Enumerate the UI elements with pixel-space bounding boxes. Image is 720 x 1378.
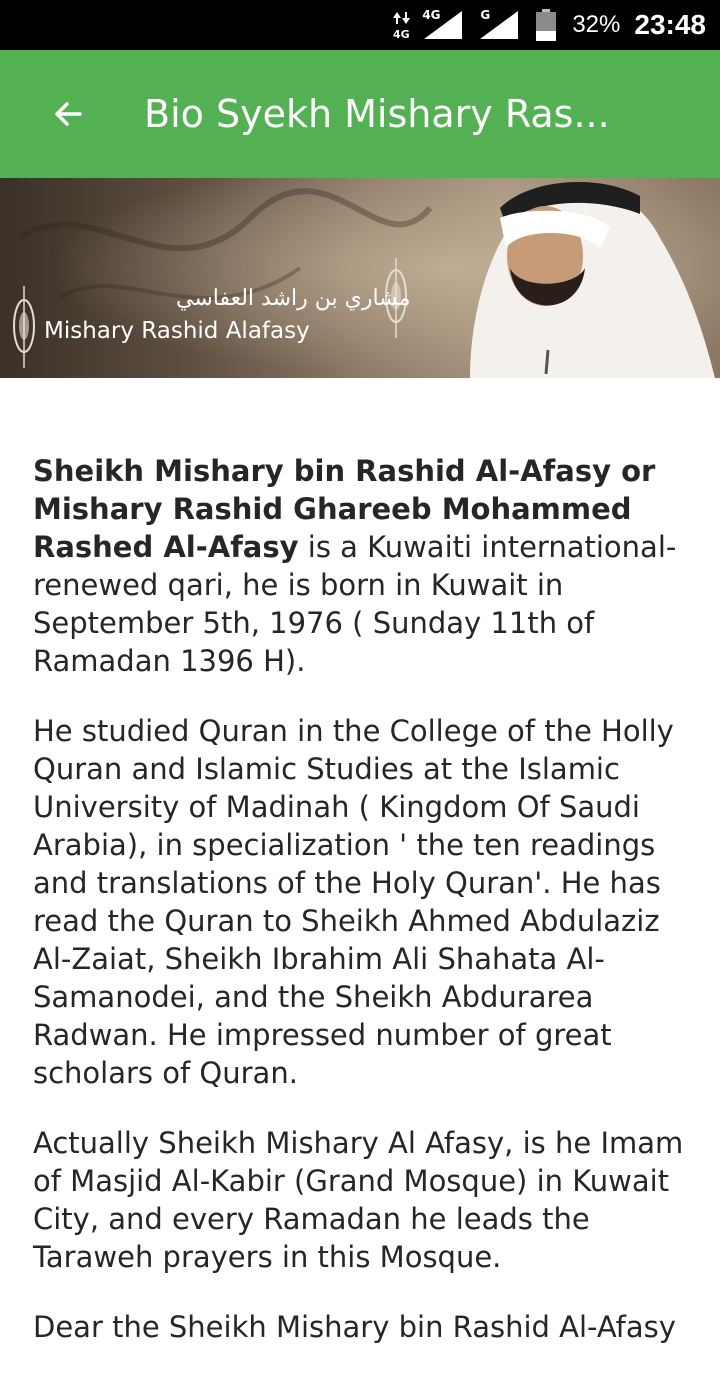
bio-paragraph-2: He studied Quran in the College of the Holly Quran and Islamic Studies at the Islamic University of Madinah ( Kingdom Of Saudi Arabia), in specialization ' the ten readings and translations of the Holy Quran'. He has read the Quran to Sheikh Ahmed Abdulaziz Al-Zaiat, Sheikh Ibrahim Ali Shahata Al-Samanodei, and the Sheikh Abdurarea Radwan. He impressed number of great scholars of Quran. — [33, 714, 674, 1090]
banner-arabic-name: مشاري بن راشد العفاسي — [176, 286, 411, 311]
signal-g-icon — [478, 8, 518, 39]
signal-g-label: G — [480, 8, 491, 22]
arrow-back-icon — [52, 98, 84, 130]
header-banner-image — [0, 178, 720, 378]
signal-4g-label: 4G — [422, 8, 441, 22]
back-button[interactable] — [28, 74, 108, 154]
bio-article — [33, 452, 693, 1378]
bio-paragraph-1-text: is a Kuwaiti international-renewed qari, he is born in Kuwait in September 5th, 1976 ( Sunday 11th of Ramadan 1396 H). — [33, 530, 677, 678]
bio-paragraph-1 — [33, 452, 693, 680]
battery-icon — [536, 9, 556, 41]
app-bar — [0, 50, 720, 178]
bio-paragraph-3: Actually Sheikh Mishary Al Afasy, is he Imam of Masjid Al-Kabir (Grand Mosque) in Kuwait City, and every Ramadan he leads the Taraweh prayers in this Mosque. — [33, 1126, 684, 1274]
status-bar — [0, 0, 720, 50]
data-network-label: 4G — [393, 28, 411, 41]
banner-artwork — [0, 178, 720, 378]
banner-english-name: Mishary Rashid Alafasy — [44, 318, 310, 344]
page-title: Bio Syekh Mishary Ras... — [144, 92, 610, 136]
status-clock: 23:48 — [634, 9, 706, 40]
bio-name-bold: Sheikh Mishary bin Rashid Al-Afasy or Mishary Rashid Ghareeb Mohammed Rashed Al-Afasy — [33, 454, 656, 564]
battery-percent: 32% — [572, 11, 621, 38]
bio-paragraph-4: Dear the Sheikh Mishary bin Rashid Al-Afasy — [33, 1310, 676, 1344]
data-4g-icon — [392, 10, 414, 40]
signal-4g-icon — [422, 8, 462, 39]
